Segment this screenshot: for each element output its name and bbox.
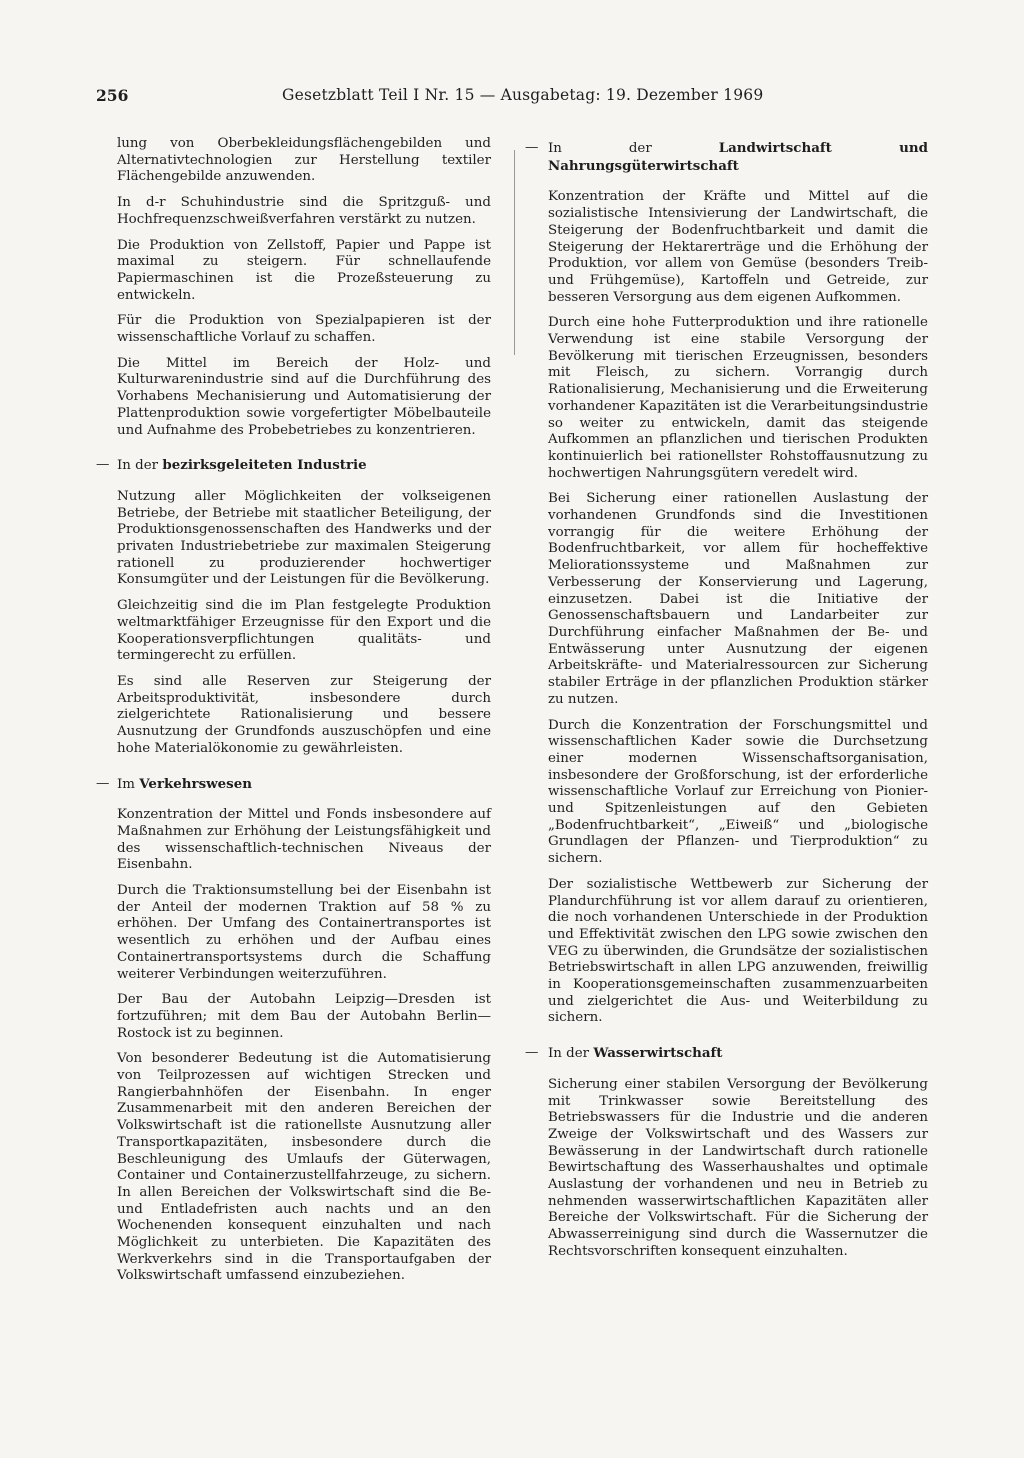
heading-dash: — [525,1045,539,1061]
paragraph: Der Bau der Autobahn Leipzig—Dresden ist fortzuführen; mit dem Bau der Autobahn Berlin—Rostock ist zu beginnen. [117,992,491,1041]
heading-title: Landwirtschaft und Nahrungsgüterwirtschaft [548,140,928,174]
section-heading-industrie [96,457,491,475]
heading-lead: In der [548,141,652,156]
paragraph: Von besonderer Bedeutung ist die Automatisierung von Teilprozessen auf wichtigen Strecken und Rangierbahnhöfen der Eisenbahn. In enger Zusammenarbeit mit den anderen Bereichen der Volkswirtschaft ist die rationellste Ausnutzung aller Transportkapazitäten, insbesondere durch die Beschleunigung des Umlaufs der Güterwagen, Container und Containerzustellfahrzeuge, zu sichern. In allen Bereichen der Volkswirtschaft sind die Be- und Entladefristen auch nachts und an den Wochenenden konsequent einzuhalten und nach Möglichkeit zu unterbieten. Die Kapazitäten des Werkverkehrs sind in die Transportaufgaben der Volkswirtschaft umfassend einzubeziehen. [117,1051,491,1284]
paragraph: Durch die Konzentration der Forschungsmittel und wissenschaftlichen Kader sowie die Durchsetzung einer modernen Wissenschaftsorganisation, insbesondere der Großforschung, ist der erforderliche wissenschaftliche Vorlauf zur Erreichung von Pionier- und Spitzenleistungen auf den Gebieten „Bodenfruchtbarkeit“, „Eiweiß“ und „biologische Grundlagen der Pflanzen- und Tierproduktion“ zu sichern. [548,717,928,867]
paragraph: Die Mittel im Bereich der Holz- und Kulturwarenindustrie sind auf die Durchführung des Vorhabens Mechanisierung und Automatisierung der Plattenproduktion sowie vorgefertigter Möbelbauteile und Aufnahme des Probebetriebes zu konzentrieren. [117,355,491,438]
paragraph: Nutzung aller Möglichkeiten der volkseigenen Betriebe, der Betriebe mit staatlicher Beteiligung, der Produktionsgenossenschaften des Handwerks und der privaten Industriebetriebe zur maximalen Steigerung rationell zu produzierender hochwertiger Konsumgüter und der Leistungen für die Bevölkerung. [117,488,491,588]
paragraph: Konzentration der Mittel und Fonds insbesondere auf Maßnahmen zur Erhöhung der Leistungsfähigkeit und des wissenschaftlich-technischen Niveaus der Eisenbahn. [117,807,491,873]
paragraph: Sicherung einer stabilen Versorgung der Bevölkerung mit Trinkwasser sowie Bereitstellung des Betriebswassers für die Industrie und die anderen Zweige der Volkswirtschaft und des Wassers zur Bewässerung in der Landwirtschaft durch rationelle Bewirtschaftung des Wasserhaushaltes und optimale Auslastung der vorhandenen und neu in Betrieb zu nehmenden wasserwirtschaftlichen Kapazitäten aller Bereiche der Volkswirtschaft. Für die Sicherung der Abwasserreinigung sind durch die Wassernutzer die Rechtsvorschriften konsequent einzuhalten. [548,1076,928,1259]
heading-lead: In der [117,458,159,474]
section-heading-landwirtschaft [525,140,928,175]
heading-title: Wasserwirtschaft [593,1045,723,1062]
section-heading-verkehr [96,775,491,794]
paragraph: Durch eine hohe Futterproduktion und ihre rationelle Verwendung ist eine stabile Versorgung der Bevölkerung mit tierischen Erzeugnissen, besonders mit Fleisch, zu sichern. Vorrangig durch Rationalisierung, Mechanisierung und die Erweiterung vorhandener Kapazitäten ist die Verarbeitungsindustrie so weiter zu entwickeln, damit das steigende Aufkommen an pflanzlichen und tierischen Produkten kontinuierlich bei rationellster Rohstoffausnutzung zu hochwertigen Nahrungsgütern veredelt wird. [548,315,928,481]
page-number: 256 [96,86,129,105]
paragraph: lung von Oberbekleidungsflächengebilden und Alternativtechnologien zur Herstellung textiler Flächengebilde anzuwenden. [117,136,491,185]
heading-dash: — [96,775,110,791]
left-column [96,136,491,1294]
section-heading-wasser [525,1045,928,1063]
right-column [525,136,928,1270]
paragraph: Durch die Traktionsumstellung bei der Eisenbahn ist der Anteil der modernen Traktion auf 58 % zu erhöhen. Der Umfang des Containertransportes ist wesentlich zu erhöhen und der Aufbau eines Containertransportsystems durch die Schaffung weiterer Verbindungen weiterzuführen. [117,883,491,982]
gazette-title: Gesetzblatt Teil I Nr. 15 — Ausgabetag: 19. Dezember 1969 [282,86,764,104]
paragraph: Gleichzeitig sind die im Plan festgelegte Produktion weltmarktfähiger Erzeugnisse für den Export und die Kooperationsverpflichtungen qualitäts- und termingerecht zu erfüllen. [117,598,491,664]
paragraph: Bei Sicherung einer rationellen Auslastung der vorhandenen Grundfonds sind die Investitionen vorrangig für die weitere Erhöhung der Bodenfruchtbarkeit, vor allem für hocheffektive Meliorationssysteme und Maßnahmen zur Verbesserung der Konservierung und Lagerung, einzusetzen. Dabei ist die Initiative der Genossenschaftsbauern und Landarbeiter zur Durchführung einfacher Maßnahmen der Be- und Entwässerung unter Ausnutzung der eigenen Arbeitskräfte- und Materialressourcen zur Sicherung stabiler Erträge in der pflanzlichen Produktion stärker zu nutzen. [548,491,928,707]
heading-dash: — [525,140,539,155]
heading-lead: In der [548,1046,590,1062]
page-header [96,86,936,110]
heading-title: Verkehrswesen [139,775,252,792]
paragraph: Konzentration der Kräfte und Mittel auf die sozialistische Intensivierung der Landwirtschaft, die Steigerung der Bodenfruchtbarkeit und damit die Steigerung der Hektarerträge und die Erhöhung der Produktion, vor allem von Gemüse (besonders Treib- und Frühgemüse), Kartoffeln und Getreide, zur besseren Versorgung aus dem eigenen Aufkommen. [548,189,928,305]
paragraph: Der sozialistische Wettbewerb zur Sicherung der Plandurchführung ist vor allem darauf zu orientieren, die noch vorhandenen Unterschiede in der Produktion und Effektivität zwischen den LPG sowie zwischen den VEG zu überwinden, die Grundsätze der sozialistischen Betriebswirtschaft in allen LPG anzuwenden, freiwillig in Kooperationsgemeinschaften zusammenzuarbeiten und zielgerichtet die Aus- und Weiterbildung zu sichern. [548,876,928,1026]
column-divider [514,150,515,355]
paragraph: Es sind alle Reserven zur Steigerung der Arbeitsproduktivität, insbesondere durch zielgerichtete Rationalisierung und bessere Ausnutzung der Grundfonds auszuschöpfen und eine hohe Materialökonomie zu gewährleisten. [117,673,491,756]
paragraph: Die Produktion von Zellstoff, Papier und Pappe ist maximal zu steigern. Für schnellaufende Papiermaschinen ist die Prozeßsteuerung zu entwickeln. [117,237,491,303]
heading-title: bezirksgeleiteten Industrie [162,457,367,474]
paragraph: In d-r Schuhindustrie sind die Spritzguß- und Hochfrequenzschweißverfahren verstärkt zu nutzen. [117,195,491,227]
paragraph: Für die Produktion von Spezialpapieren ist der wissenschaftliche Vorlauf zu schaffen. [117,313,491,346]
heading-lead: Im [117,776,135,792]
heading-dash: — [96,457,110,473]
